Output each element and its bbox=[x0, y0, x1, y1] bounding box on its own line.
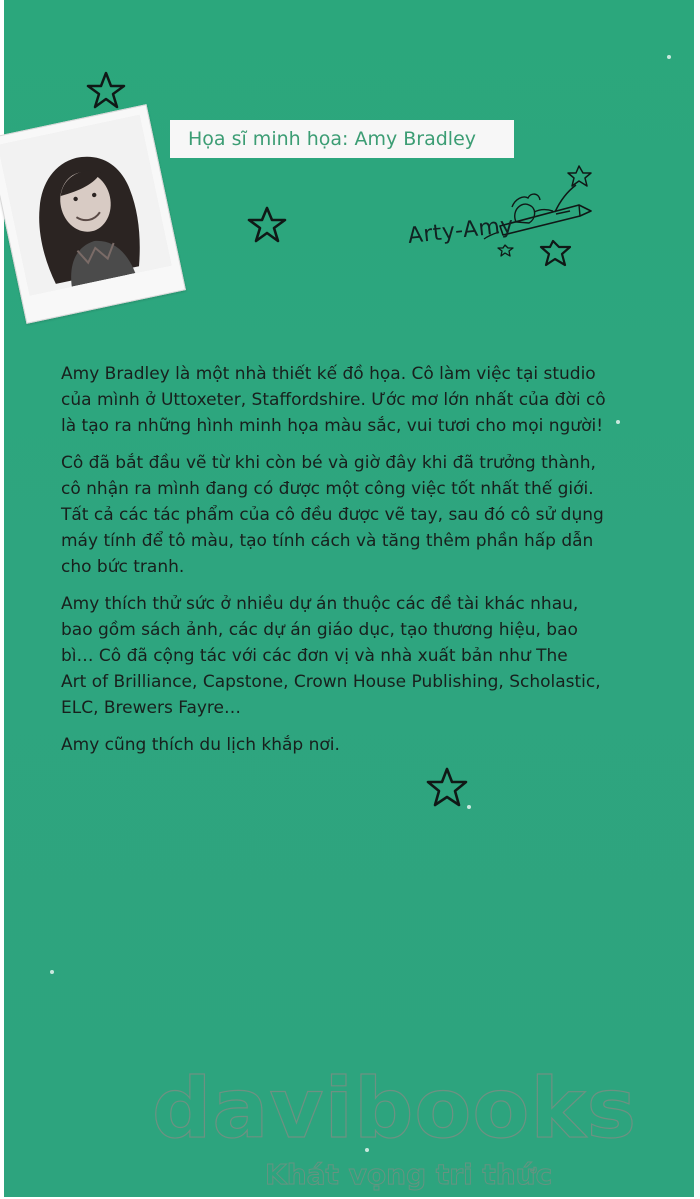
star-icon bbox=[424, 765, 470, 811]
speckle-dot bbox=[50, 970, 54, 974]
text-line: Amy Bradley là một nhà thiết kế đồ họa. Cô làm việc tại studio bbox=[61, 364, 596, 384]
author-biography bbox=[61, 361, 631, 769]
watermark-brand: davibooks bbox=[152, 1060, 638, 1157]
text-line: bao gồm sách ảnh, các dự án giáo dục, tạo thương hiệu, bao bbox=[61, 620, 578, 640]
text-line: Tất cả các tác phẩm của cô đều được vẽ tay, sau đó cô sử dụng bbox=[61, 505, 604, 525]
text-line: Art of Brilliance, Capstone, Crown House Publishing, Scholastic, bbox=[61, 672, 601, 692]
speckle-dot bbox=[467, 805, 471, 809]
star-icon bbox=[246, 204, 289, 247]
text-line: cô nhận ra mình đang có được một công việc tốt nhất thế giới. bbox=[61, 479, 594, 499]
biography-paragraph bbox=[61, 591, 631, 721]
signature-doodle bbox=[408, 163, 603, 276]
text-line: ELC, Brewers Fayre… bbox=[61, 698, 242, 718]
watermark-tagline: Khát vọng tri thức bbox=[265, 1158, 553, 1191]
biography-paragraph bbox=[61, 732, 631, 758]
illustrator-caption: Họa sĩ minh họa: Amy Bradley bbox=[170, 120, 514, 158]
text-line: của mình ở Uttoxeter, Staffordshire. Ước mơ lớn nhất của đời cô bbox=[61, 390, 606, 410]
speckle-dot bbox=[616, 420, 620, 424]
text-line: là tạo ra những hình minh họa màu sắc, vui tươi cho mọi người! bbox=[61, 416, 604, 436]
signature-text: Arty-Amy bbox=[406, 212, 516, 249]
text-line: bì… Cô đã cộng tác với các đơn vị và nhà xuất bản như The bbox=[61, 646, 568, 666]
text-line: Amy thích thử sức ở nhiều dự án thuộc các đề tài khác nhau, bbox=[61, 594, 579, 614]
watermark-logo bbox=[152, 1060, 638, 1197]
biography-paragraph bbox=[61, 361, 631, 439]
star-icon bbox=[84, 69, 128, 113]
text-line: Amy cũng thích du lịch khắp nơi. bbox=[61, 735, 340, 755]
speckle-dot bbox=[667, 55, 671, 59]
text-line: Cô đã bắt đầu vẽ từ khi còn bé và giờ đây khi đã trưởng thành, bbox=[61, 453, 596, 473]
author-portrait bbox=[0, 115, 172, 296]
biography-paragraph bbox=[61, 450, 631, 580]
text-line: cho bức tranh. bbox=[61, 557, 185, 577]
page-edge bbox=[694, 0, 700, 1199]
text-line: máy tính để tô màu, tạo tính cách và tăng thêm phần hấp dẫn bbox=[61, 531, 594, 551]
